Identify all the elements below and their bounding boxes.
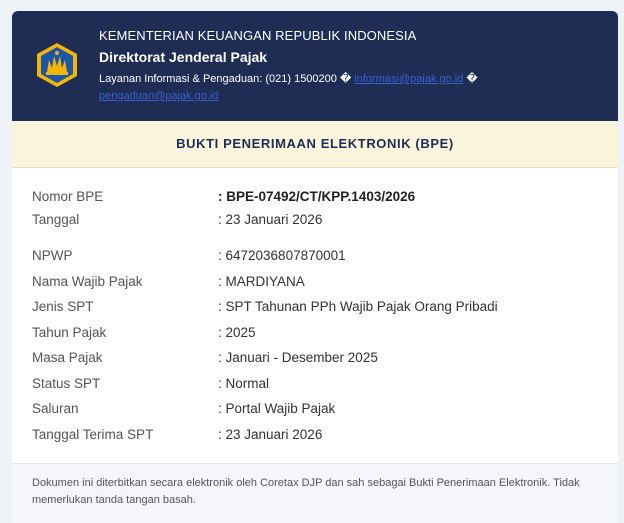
field-jenis-spt	[32, 299, 602, 319]
field-value: : 6472036807870001	[218, 248, 346, 263]
field-label: Status SPT	[32, 376, 101, 391]
field-label: Nama Wajib Pajak	[32, 274, 143, 289]
field-value: : Januari - Desember 2025	[218, 350, 378, 365]
document-title: BUKTI PENERIMAAN ELEKTRONIK (BPE)	[12, 121, 618, 168]
field-status-spt	[32, 376, 602, 396]
field-value: : 2025	[218, 325, 256, 340]
contact-info	[99, 71, 598, 105]
field-value: : MARDIYANA	[218, 274, 305, 289]
field-label: NPWP	[32, 248, 73, 263]
field-tanggal	[32, 212, 602, 232]
email-pengaduan-link[interactable]: pengaduan@pajak.go.id	[99, 90, 219, 102]
field-label: Nomor BPE	[32, 189, 104, 204]
field-label: Tanggal	[32, 212, 80, 227]
field-masa-pajak	[32, 350, 602, 370]
field-label: Saluran	[32, 401, 79, 416]
ministry-emblem-icon	[34, 42, 80, 88]
directorate-name: Direktorat Jenderal Pajak	[99, 49, 268, 65]
field-value: : 23 Januari 2026	[218, 427, 323, 442]
field-tahun-pajak	[32, 325, 602, 345]
field-value: : Portal Wajib Pajak	[218, 401, 336, 416]
field-value: : 23 Januari 2026	[218, 212, 323, 227]
receipt-details	[12, 168, 618, 471]
field-label: Tanggal Terima SPT	[32, 427, 154, 442]
header-text	[99, 28, 598, 105]
field-value: : Normal	[218, 376, 270, 391]
field-value: : BPE-07492/CT/KPP.1403/2026	[218, 189, 416, 204]
header	[12, 11, 618, 121]
field-tanggal-terima-spt	[32, 427, 602, 447]
field-label: Jenis SPT	[32, 299, 94, 314]
field-label: Masa Pajak	[32, 350, 103, 365]
field-npwp	[32, 248, 602, 268]
email-informasi-link[interactable]: informasi@pajak.go.id	[354, 73, 464, 85]
footer-note: Dokumen ini diterbitkan secara elektronik oleh Coretax DJP dan sah sebagai Bukti Penerimaan Elektronik. Tidak memerlukan tanda tangan basah.	[12, 463, 618, 523]
contact-separator: �	[463, 73, 478, 85]
field-saluran	[32, 401, 602, 421]
receipt-card	[12, 11, 618, 523]
ministry-name: KEMENTERIAN KEUANGAN REPUBLIK INDONESIA	[99, 28, 417, 43]
field-nomor-bpe	[32, 189, 602, 209]
field-label: Tahun Pajak	[32, 325, 107, 340]
field-value: : SPT Tahunan PPh Wajib Pajak Orang Pribadi	[218, 299, 498, 314]
field-nama-wajib-pajak	[32, 274, 602, 294]
contact-prefix: Layanan Informasi & Pengaduan: (021) 1500200 �	[99, 73, 355, 85]
